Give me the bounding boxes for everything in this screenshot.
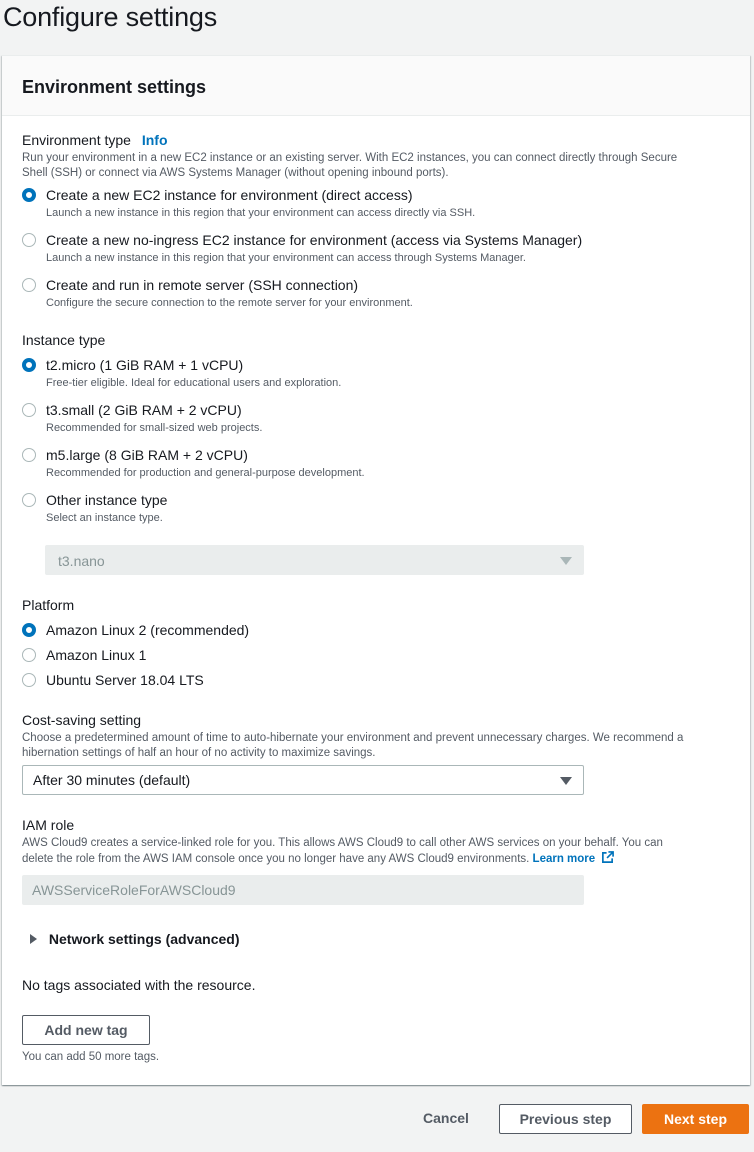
radio-env-direct-access[interactable] [22, 188, 36, 202]
option-env-remote-server-label[interactable]: Create and run in remote server (SSH connection) [46, 277, 359, 293]
tags-remaining-text: You can add 50 more tags. [22, 1051, 160, 1063]
iam-role-description-line1: AWS Cloud9 creates a service-linked role for you. This allows AWS Cloud9 to call other AWS services on your behalf. You can [22, 837, 663, 849]
network-settings-toggle[interactable] [29, 931, 240, 947]
panel-header [2, 56, 750, 116]
cost-saving-value: After 30 minutes (default) [33, 772, 191, 788]
option-instance-t2-micro-label[interactable]: t2.micro (1 GiB RAM + 1 vCPU) [46, 357, 244, 373]
option-instance-m5-large-label[interactable]: m5.large (8 GiB RAM + 2 vCPU) [46, 447, 248, 463]
option-env-direct-access-label[interactable]: Create a new EC2 instance for environment (direct access) [46, 187, 413, 203]
radio-platform-ubuntu[interactable] [22, 673, 36, 687]
option-instance-t3-small-desc: Recommended for small-sized web projects. [46, 422, 263, 434]
radio-instance-t2-micro[interactable] [22, 358, 36, 372]
option-env-no-ingress-label[interactable]: Create a new no-ingress EC2 instance for environment (access via Systems Manager) [46, 232, 583, 248]
environment-type-description [22, 151, 732, 181]
page-title: Configure settings [3, 2, 218, 32]
environment-settings-panel [2, 55, 750, 1085]
radio-instance-m5-large[interactable] [22, 448, 36, 462]
option-env-direct-access-desc: Launch a new instance in this region that your environment can access directly via SSH. [46, 207, 476, 219]
info-link[interactable]: Info [141, 132, 168, 148]
iam-role-description [22, 836, 742, 867]
cost-saving-description-line2: hibernation settings of half an hour of no activity to maximize savings. [22, 747, 376, 759]
panel-title: Environment settings [22, 77, 207, 97]
option-instance-t2-micro-desc: Free-tier eligible. Ideal for educational users and exploration. [46, 377, 342, 389]
environment-type-description-line2: Shell (SSH) or connect via AWS Systems Manager (without opening inbound ports). [22, 167, 449, 179]
learn-more-link[interactable] [533, 853, 615, 865]
option-platform-amazon-linux-1-label[interactable]: Amazon Linux 1 [46, 647, 147, 663]
cost-saving-select[interactable] [22, 765, 584, 795]
add-new-tag-button[interactable]: Add new tag [22, 1015, 150, 1045]
option-env-no-ingress-desc: Launch a new instance in this region that your environment can access through Systems Manager. [46, 252, 526, 264]
environment-type-description-line1: Run your environment in a new EC2 instance or an existing server. With EC2 instances, you can connect directly through Secure [22, 152, 678, 164]
other-instance-type-value: t3.nano [58, 553, 105, 569]
option-instance-t3-small-label[interactable]: t3.small (2 GiB RAM + 2 vCPU) [46, 402, 242, 418]
iam-role-label: IAM role [22, 817, 75, 833]
network-settings-label: Network settings (advanced) [48, 931, 240, 947]
cost-saving-label: Cost-saving setting [22, 712, 142, 728]
option-env-remote-server-desc: Configure the secure connection to the remote server for your environment. [46, 297, 413, 309]
option-platform-amazon-linux-2-label[interactable]: Amazon Linux 2 (recommended) [46, 622, 250, 638]
option-platform-ubuntu-label[interactable]: Ubuntu Server 18.04 LTS [46, 672, 204, 688]
option-instance-m5-large-desc: Recommended for production and general-purpose development. [46, 467, 365, 479]
instance-type-label: Instance type [22, 332, 106, 348]
previous-step-button[interactable]: Previous step [499, 1104, 632, 1134]
option-instance-other-label[interactable]: Other instance type [46, 492, 168, 508]
tags-empty-text: No tags associated with the resource. [22, 977, 256, 993]
chevron-down-icon [560, 557, 572, 565]
environment-type-label-text: Environment type [22, 132, 131, 148]
option-instance-other-desc: Select an instance type. [46, 512, 163, 524]
iam-role-input [22, 875, 584, 905]
other-instance-type-select[interactable] [45, 545, 584, 575]
chevron-down-icon [560, 777, 572, 785]
radio-instance-t3-small[interactable] [22, 403, 36, 417]
platform-label: Platform [22, 597, 75, 613]
cancel-button[interactable]: Cancel [423, 1110, 469, 1126]
learn-more-text: Learn more [532, 853, 596, 865]
radio-platform-amazon-linux-2[interactable] [22, 623, 36, 637]
radio-platform-amazon-linux-1[interactable] [22, 648, 36, 662]
caret-right-icon [29, 933, 39, 945]
external-link-icon [601, 851, 614, 864]
cost-saving-description-line1: Choose a predetermined amount of time to auto-hibernate your environment and prevent unnecessary charges. We recommend a [22, 732, 684, 744]
cost-saving-description [22, 731, 742, 761]
environment-type-label [22, 132, 168, 148]
radio-env-no-ingress[interactable] [22, 233, 36, 247]
radio-instance-other[interactable] [22, 493, 36, 507]
iam-role-description-line2: delete the role from the AWS IAM console once you no longer have any AWS Cloud9 environments. [22, 853, 530, 865]
radio-env-remote-server[interactable] [22, 278, 36, 292]
next-step-button[interactable]: Next step [642, 1104, 749, 1134]
iam-role-value: AWSServiceRoleForAWSCloud9 [32, 882, 236, 898]
